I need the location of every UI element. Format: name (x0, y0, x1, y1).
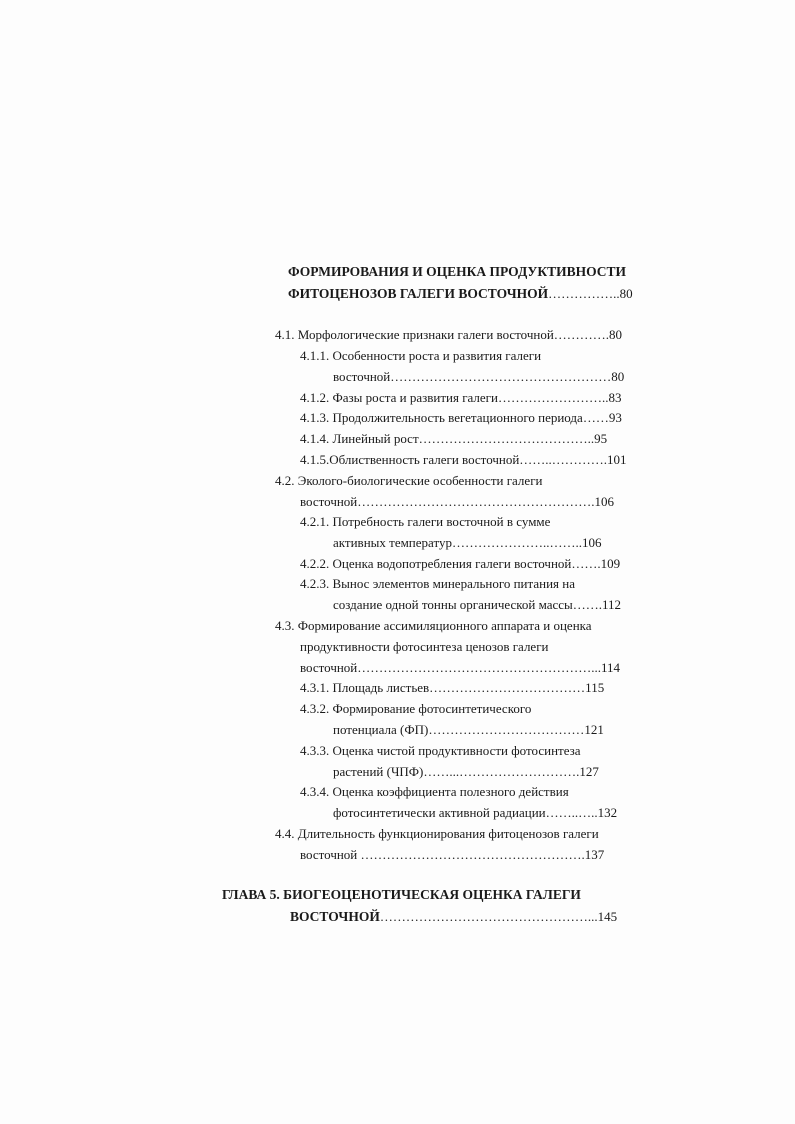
toc-entry-4-4-cont: восточной …………………………………………….137 (300, 847, 605, 862)
chapter-5-title: ВОСТОЧНОЙ (290, 909, 380, 924)
toc-entry-4-2-3: 4.2.3. Вынос элементов минерального питания на (300, 576, 575, 591)
toc-entry-4-1: 4.1. Морфологические признаки галеги восточной………….80 (275, 327, 623, 342)
toc-entry-4-3-cont-2: восточной………………………………………………...114 (300, 660, 621, 675)
toc-entry-4-3-3: 4.3.3. Оценка чистой продуктивности фотосинтеза (300, 743, 581, 758)
toc-entry-4-2-3-cont: создание одной тонны органической массы…….112 (333, 597, 622, 612)
toc-entry-4-3-4-cont: фотосинтетически активной радиации……..…..132 (333, 805, 618, 820)
toc-entry-4-2-cont: восточной……………………………………………….106 (300, 494, 615, 509)
toc-entry-4-3-cont-1: продуктивности фотосинтеза ценозов галеги (300, 639, 549, 654)
toc-entry-4-1-5: 4.1.5.Облиственность галеги восточной……..………….101 (300, 452, 627, 467)
toc-entry-4-2-1: 4.2.1. Потребность галеги восточной в сумме (300, 514, 551, 529)
chapter-5-heading-line-2 (290, 909, 617, 925)
chapter-heading-leader: ……………..80 (548, 286, 633, 301)
toc-entry-4-3: 4.3. Формирование ассимиляционного аппарата и оценка (275, 618, 592, 633)
toc-entry-4-2-1-cont: активных температур…………………..……..106 (333, 535, 602, 550)
toc-entry-4-2-2: 4.2.2. Оценка водопотребления галеги восточной…….109 (300, 556, 621, 571)
toc-entry-4-3-2: 4.3.2. Формирование фотосинтетического (300, 701, 532, 716)
toc-entry-4-1-1: 4.1.1. Особенности роста и развития галеги (300, 348, 542, 363)
toc-entry-4-3-3-cont: растений (ЧПФ)……...……………………….127 (333, 764, 599, 779)
chapter-5-heading-line-1: ГЛАВА 5. БИОГЕОЦЕНОТИЧЕСКАЯ ОЦЕНКА ГАЛЕГИ (222, 887, 581, 902)
chapter-heading-line-1: ФОРМИРОВАНИЯ И ОЦЕНКА ПРОДУКТИВНОСТИ (288, 264, 627, 279)
toc-entry-4-3-2-cont: потенциала (ФП)………………………………121 (333, 722, 604, 737)
toc-entry-4-1-4: 4.1.4. Линейный рост…………………………………..95 (300, 431, 608, 446)
toc-entry-4-1-1-cont: восточной……………………………………………80 (333, 369, 625, 384)
chapter-5-leader: …………………………………………...145 (379, 909, 618, 924)
toc-entry-4-2: 4.2. Эколого-биологические особенности галеги (275, 473, 543, 488)
toc-entry-4-1-3: 4.1.3. Продолжительность вегетационного периода……93 (300, 410, 622, 425)
toc-entry-4-3-4: 4.3.4. Оценка коэффициента полезного действия (300, 784, 569, 799)
toc-entry-4-3-1: 4.3.1. Площадь листьев………………………………115 (300, 680, 605, 695)
chapter-heading-title: ФИТОЦЕНОЗОВ ГАЛЕГИ ВОСТОЧНОЙ (288, 286, 549, 301)
toc-entry-4-1-2: 4.1.2. Фазы роста и развития галеги……………………..83 (300, 390, 622, 405)
chapter-heading-line-2 (288, 286, 633, 302)
toc-entry-4-4: 4.4. Длительность функционирования фитоценозов галеги (275, 826, 599, 841)
